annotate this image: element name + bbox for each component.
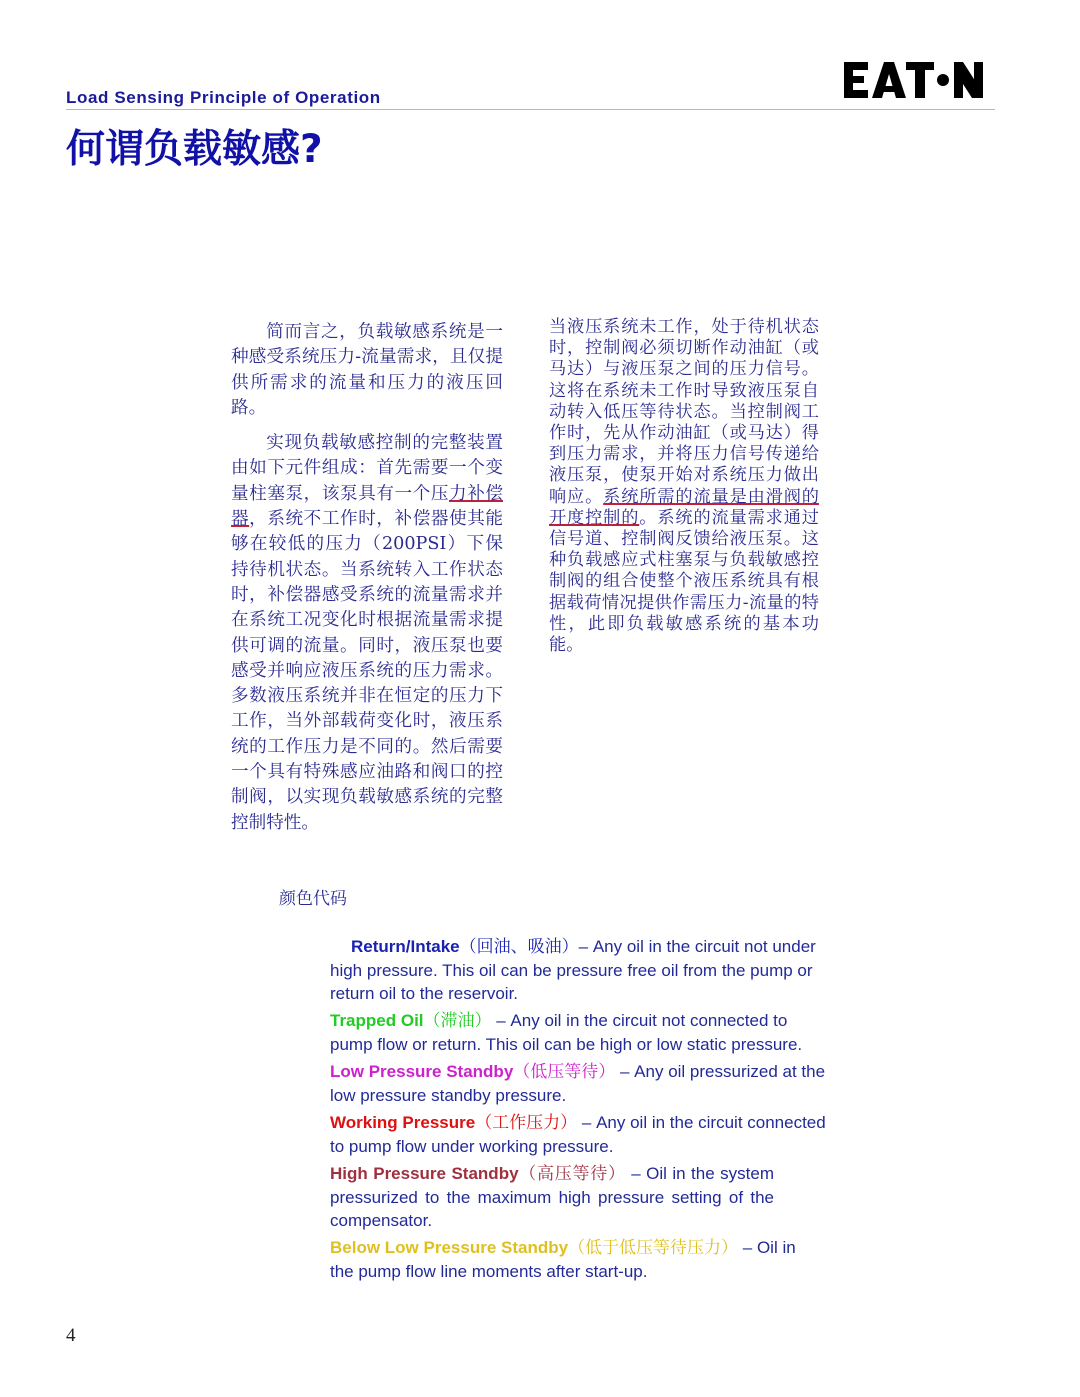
right-paragraph bbox=[549, 317, 819, 656]
legend-cn: （滞油） bbox=[423, 1011, 492, 1031]
legend-entry-working-pressure bbox=[330, 1111, 826, 1158]
page-number: 4 bbox=[66, 1325, 76, 1346]
legend-name: Trapped Oil bbox=[330, 1011, 424, 1030]
left-paragraph-1: 简而言之，负载敏感系统是一种感受系统压力-流量需求，且仅提供所需求的流量和压力的液压回路。 bbox=[231, 322, 503, 418]
right-paragraph-text-a: 当液压系统未工作，处于待机状态时，控制阀必须切断作动油缸（或马达）与液压泵之间的压力信号。这将在系统未工作时导致液压泵自动转入低压等待状态。当控制阀工作时，先从作动油缸（或马达）得到压力需求，并将压力信号传递给液压泵，使泵开始对系统压力做出响应。 bbox=[549, 317, 819, 507]
underlined-flow-control-note: 系统所需的流量是由滑阀的开度控制的 bbox=[549, 486, 819, 528]
legend-entry-high-pressure-standby bbox=[330, 1162, 774, 1232]
left-column bbox=[231, 320, 503, 836]
legend-desc: – Any oil in the circuit not connected to pump flow or return. This oil can be high or low static pressure. bbox=[330, 1011, 803, 1054]
legend-desc: – Any oil in the circuit connected to pump flow under working pressure. bbox=[330, 1113, 826, 1156]
document-header-title: Load Sensing Principle of Operation bbox=[66, 88, 381, 107]
eaton-logo-mark bbox=[842, 60, 988, 100]
legend-name: High Pressure Standby bbox=[330, 1164, 519, 1183]
legend-entry-return-intake bbox=[330, 935, 826, 1005]
color-code-title: 颜色代码 bbox=[279, 889, 347, 909]
legend-name: Low Pressure Standby bbox=[330, 1062, 514, 1081]
underlined-term-compensator: 力补偿器 bbox=[231, 483, 503, 530]
legend-cn: （低压等待） bbox=[513, 1062, 616, 1082]
eaton-logo bbox=[842, 60, 988, 106]
legend-name: Below Low Pressure Standby bbox=[330, 1238, 569, 1257]
legend-name: Return/Intake bbox=[351, 937, 460, 956]
legend-desc: – Any oil in the circuit not under high pressure. This oil can be pressure free oil from the pump or return oil to the reservoir. bbox=[330, 937, 816, 1003]
legend-name: Working Pressure bbox=[330, 1113, 476, 1132]
legend-cn: （高压等待） bbox=[518, 1164, 626, 1184]
color-code-legend bbox=[330, 935, 826, 1287]
right-column bbox=[549, 317, 819, 656]
legend-desc: – Any oil pressurized at the low pressure standby pressure. bbox=[330, 1062, 826, 1105]
page-heading: 何谓负载敏感? bbox=[66, 127, 323, 172]
legend-desc: – Oil in the system pressurized to the maximum high pressure setting of the compensator. bbox=[330, 1164, 774, 1230]
legend-entry-low-pressure-standby bbox=[330, 1060, 826, 1107]
left-paragraph-2-text-b: ，系统不工作时，补偿器使其能够在较低的压力（200PSI）下保持待机状态。当系统转入工作状态时，补偿器感受系统的流量需求并在系统工况变化时根据流量需求提供可调的流量。同时，液压泵也要感受并响应液压系统的压力需求。多数液压系统并非在恒定的压力下工作，当外部载荷变化时，液压系统的工作压力是不同的。然后需要一个具有特殊感应油路和阀口的控制阀，以实现负载敏感系统的完整控制特性。 bbox=[231, 509, 503, 833]
left-paragraph-2 bbox=[231, 431, 503, 836]
legend-entry-trapped-oil bbox=[330, 1009, 826, 1056]
legend-entry-below-low-pressure-standby bbox=[330, 1236, 816, 1283]
legend-cn: （回油、吸油） bbox=[459, 937, 579, 957]
legend-desc: – Oil in the pump flow line moments after start-up. bbox=[330, 1238, 796, 1281]
right-paragraph-text-b: 。系统的流量需求通过信号道、控制阀反馈给液压泵。这种负载感应式柱塞泵与负载敏感控制阀的组合使整个液压系统具有根据载荷情况提供作需压力-流量的特性，此即负载敏感系统的基本功能。 bbox=[549, 507, 819, 656]
left-paragraph-2-text-a: 实现负载敏感控制的完整装置由如下元件组成：首先需要一个变量柱塞泵，该泵具有一个压 bbox=[231, 433, 503, 504]
legend-cn: （工作压力） bbox=[475, 1113, 578, 1133]
legend-cn: （低于低压等待压力） bbox=[568, 1238, 739, 1258]
header-divider bbox=[66, 109, 995, 110]
